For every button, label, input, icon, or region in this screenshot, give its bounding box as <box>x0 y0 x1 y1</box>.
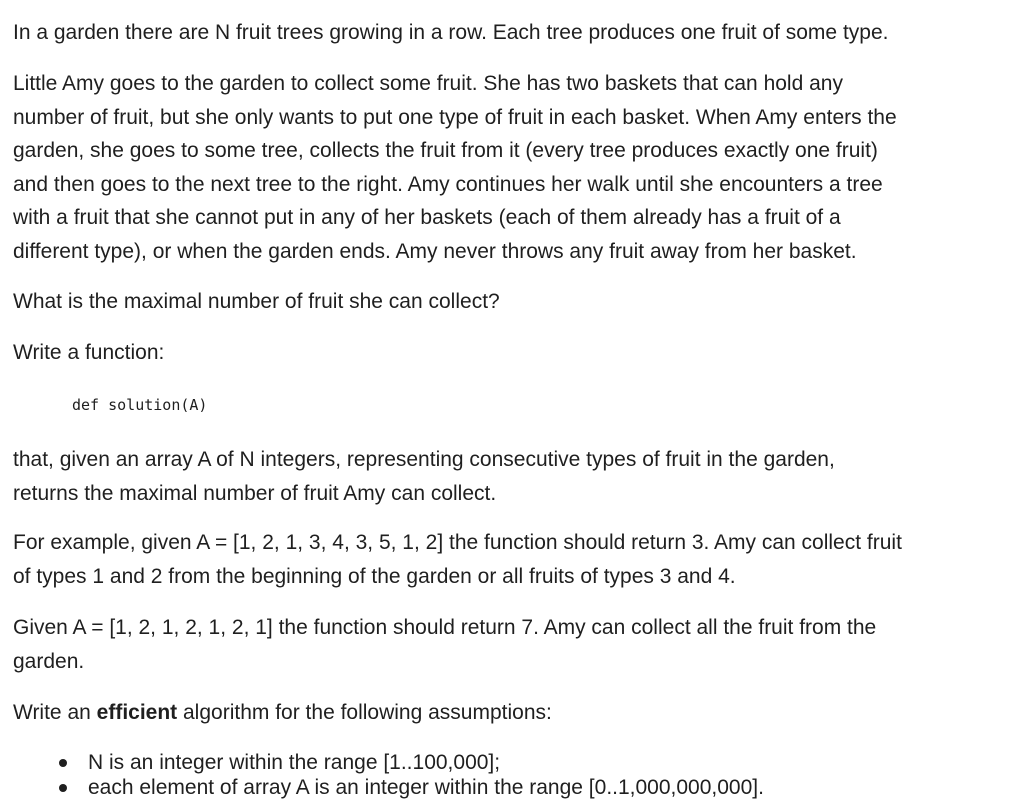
example-2-paragraph <box>13 611 876 678</box>
description-paragraph <box>13 443 835 510</box>
example-1-line: of types 1 and 2 from the beginning of the garden or all fruits of types 3 and 4. <box>13 564 736 588</box>
example-1-paragraph <box>13 526 902 593</box>
assumption-text: N is an integer within the range [1..100,000]; <box>88 751 501 774</box>
bullet-icon <box>59 784 67 792</box>
story-paragraph <box>13 67 897 268</box>
description-line: returns the maximal number of fruit Amy can collect. <box>13 481 497 505</box>
story-line: with a fruit that she cannot put in any of her baskets (each of them already has a fruit of a <box>13 206 841 229</box>
example-2-line: garden. <box>13 649 85 673</box>
efficient-emphasis: efficient <box>96 701 178 724</box>
story-line: garden, she goes to some tree, collects the fruit from it (every tree produces exactly one fruit) <box>13 139 878 162</box>
question-paragraph: What is the maximal number of fruit she can collect? <box>13 290 500 313</box>
story-line: Little Amy goes to the garden to collect some fruit. She has two baskets that can hold any <box>13 72 843 95</box>
description-line: that, given an array A of N integers, representing consecutive types of fruit in the garden, <box>13 448 835 471</box>
assumptions-intro-after: algorithm for the following assumptions: <box>177 701 552 724</box>
story-line: and then goes to the next tree to the right. Amy continues her walk until she encounters a tree <box>13 172 883 196</box>
write-function-paragraph: Write a function: <box>13 341 165 364</box>
story-line: different type), or when the garden ends. Amy never throws any fruit away from her basket. <box>13 239 857 263</box>
assumptions-intro <box>13 696 552 730</box>
story-line: number of fruit, but she only wants to put one type of fruit in each basket. When Amy enters the <box>13 105 897 129</box>
assumption-text: each element of array A is an integer within the range [0..1,000,000,000]. <box>88 776 764 799</box>
code-signature: def solution(A) <box>72 396 208 414</box>
assumption-item <box>13 750 764 775</box>
example-2-line: Given A = [1, 2, 1, 2, 1, 2, 1] the function should return 7. Amy can collect all the fruit from the <box>13 616 877 639</box>
example-1-line: For example, given A = [1, 2, 1, 3, 4, 3, 5, 1, 2] the function should return 3. Amy can collect fruit <box>13 531 902 554</box>
assumption-item <box>13 775 764 800</box>
bullet-icon <box>59 759 67 767</box>
assumptions-list <box>13 750 764 800</box>
assumptions-intro-before: Write an <box>13 701 97 724</box>
intro-paragraph: In a garden there are N fruit trees growing in a row. Each tree produces one fruit of some type. <box>13 21 889 44</box>
